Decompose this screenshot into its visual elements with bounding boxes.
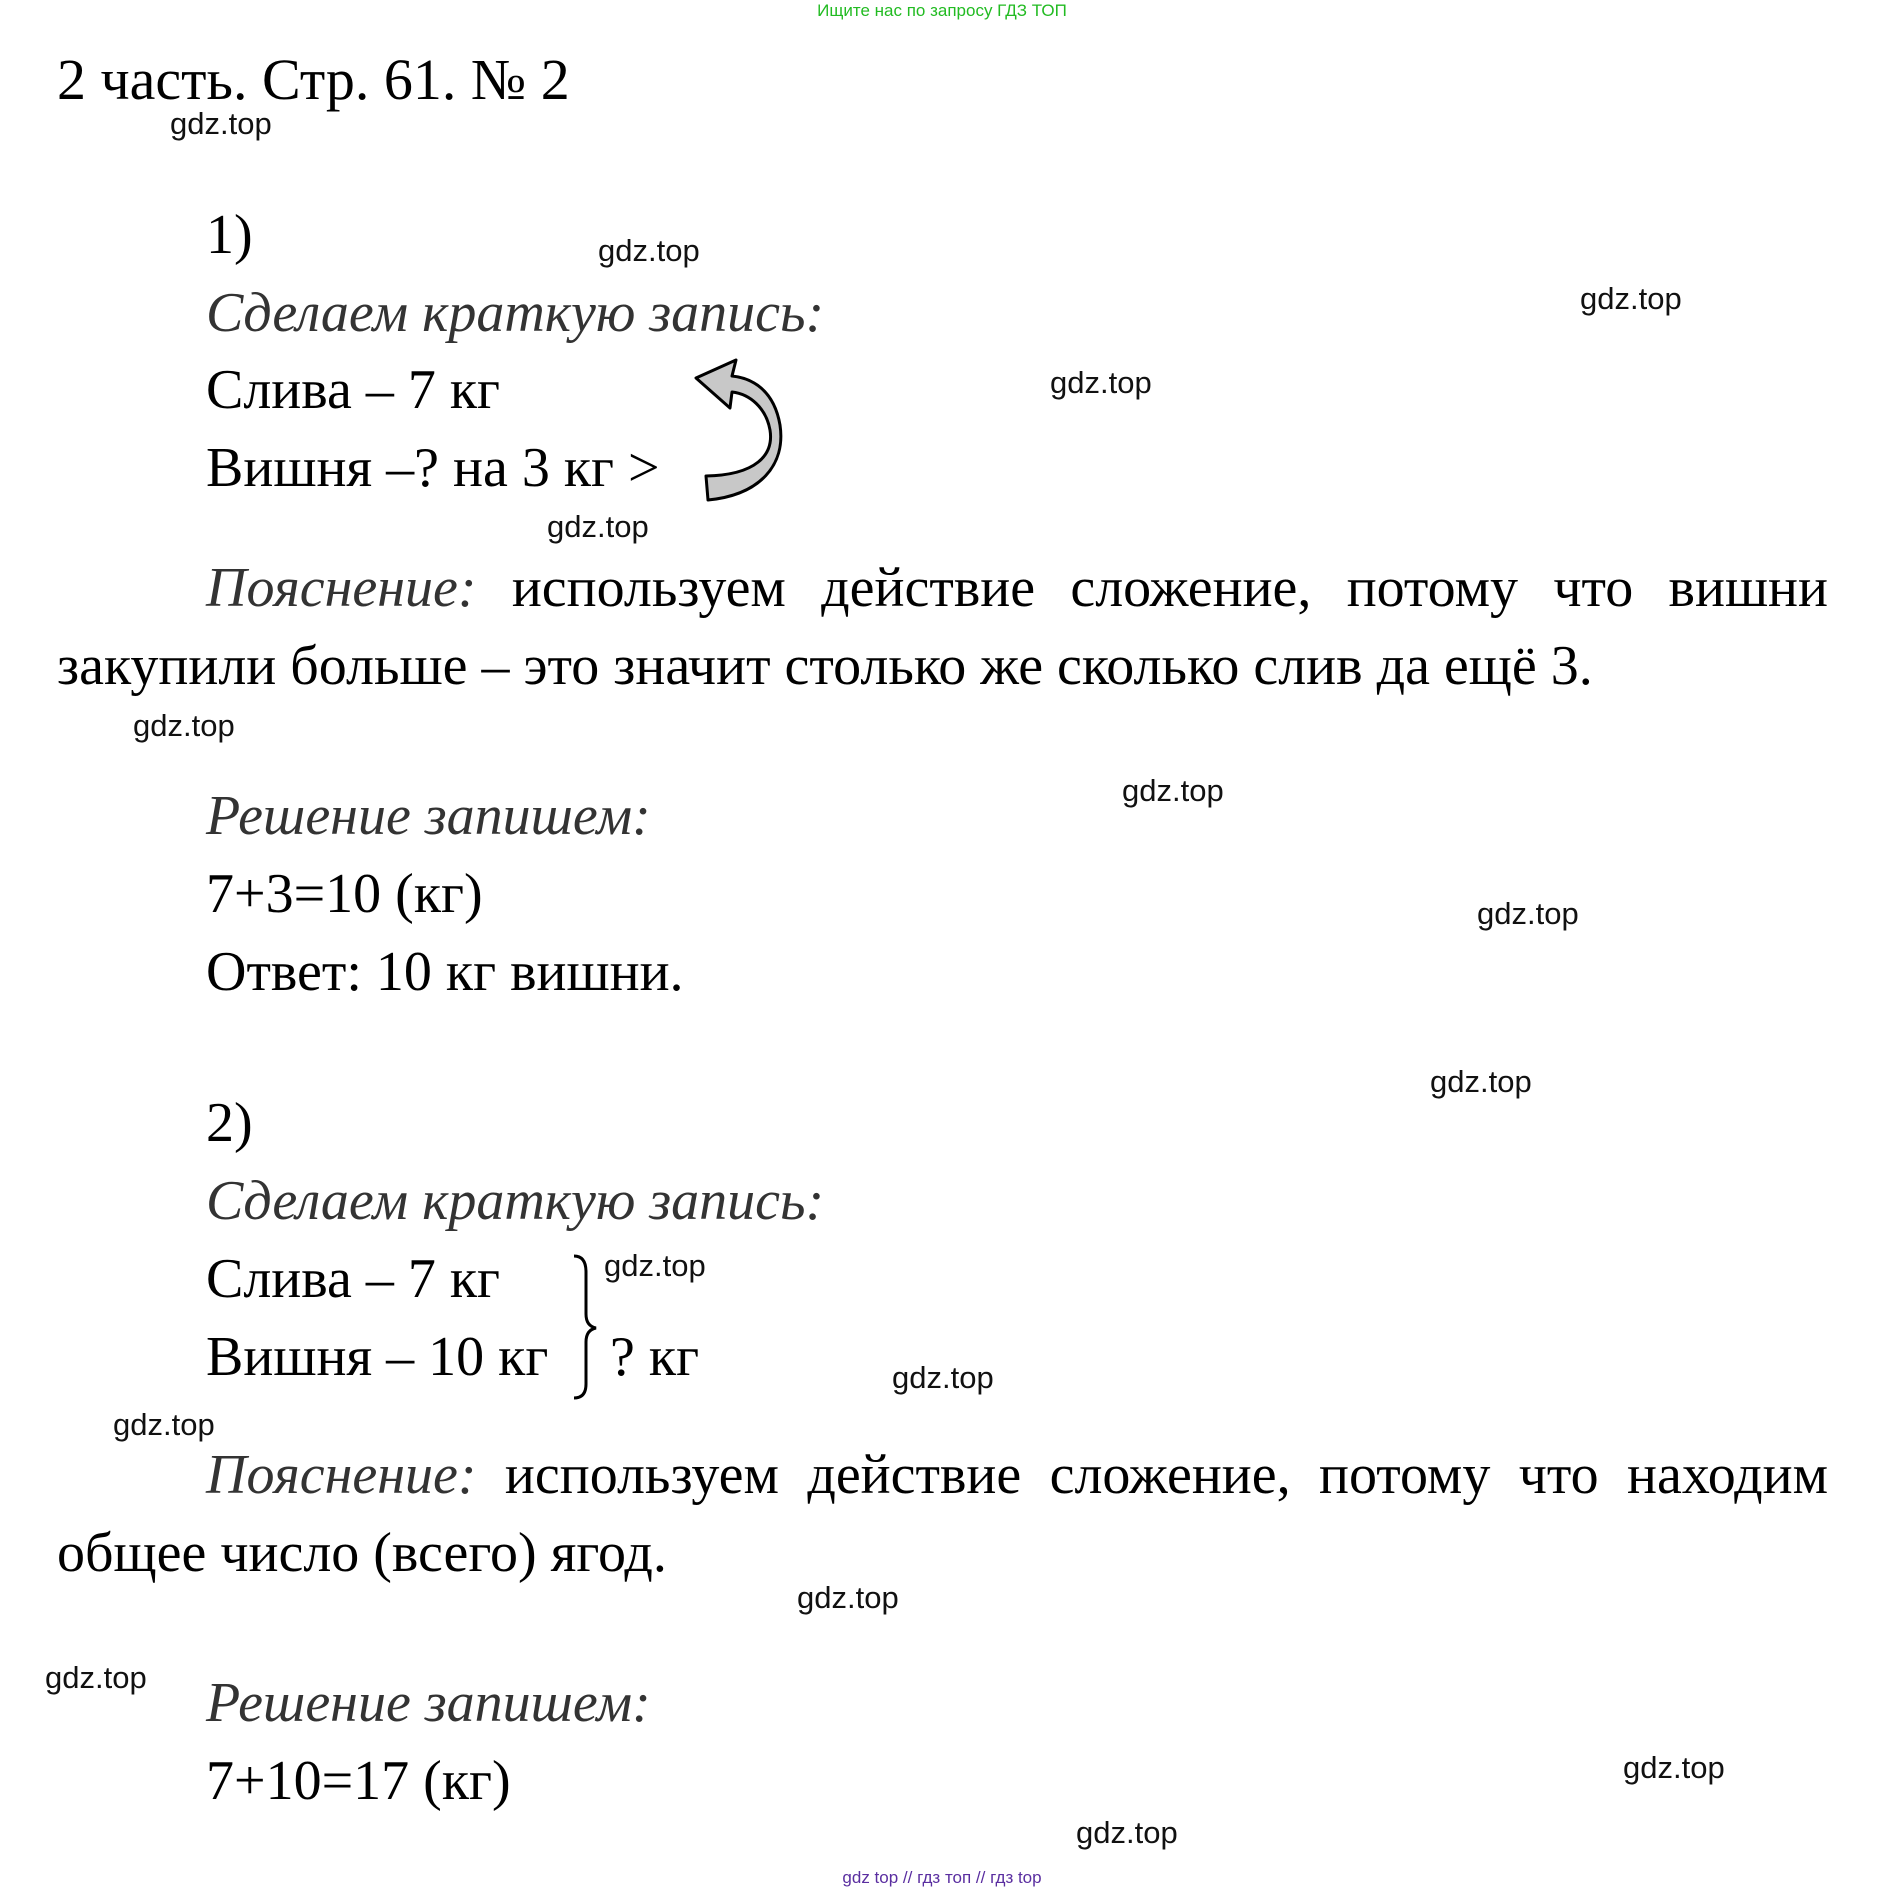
part1-answer: Ответ: 10 кг вишни. xyxy=(206,941,684,1003)
part2-brace-question: ? кг xyxy=(610,1326,700,1388)
watermark: gdz.top xyxy=(1076,1815,1178,1850)
part1-explanation-label: Пояснение: xyxy=(206,557,477,619)
part2-label: 2) xyxy=(206,1092,253,1154)
part1-label: 1) xyxy=(206,204,253,266)
part1-short-note-heading: Сделаем краткую запись: xyxy=(206,282,825,344)
watermark: gdz.top xyxy=(1122,773,1224,808)
part2-line-cherry: Вишня – 10 кг xyxy=(206,1326,549,1388)
bottom-watermark: gdz top // гдз топ // гдз top xyxy=(842,1868,1042,1887)
part1-explanation-line2: закупили больше – это значит столько же сколько слив да ещё 3. xyxy=(57,635,1593,697)
part1-explanation-line1 xyxy=(206,557,1828,619)
part2-equation: 7+10=17 (кг) xyxy=(206,1750,511,1812)
part2-line-plum: Слива – 7 кг xyxy=(206,1248,500,1310)
watermark: gdz.top xyxy=(1050,365,1152,400)
part2-short-note-heading: Сделаем краткую запись: xyxy=(206,1170,825,1232)
watermark: gdz.top xyxy=(170,106,272,141)
part2-explanation-line1 xyxy=(206,1444,1829,1506)
watermark: gdz.top xyxy=(1623,1750,1725,1785)
watermark: gdz.top xyxy=(598,233,700,268)
watermark: gdz.top xyxy=(1430,1064,1532,1099)
page-title: 2 часть. Стр. 61. № 2 xyxy=(57,47,570,112)
watermark: gdz.top xyxy=(113,1407,215,1442)
part1-line-cherry: Вишня –? на 3 кг > xyxy=(206,437,660,499)
watermark: gdz.top xyxy=(797,1580,899,1615)
watermark: gdz.top xyxy=(45,1660,147,1695)
part2-solution-heading: Решение запишем: xyxy=(206,1672,651,1734)
part2-explanation-text1: используем действие сложение, потому что находим xyxy=(504,1444,1829,1506)
watermark: gdz.top xyxy=(604,1248,706,1283)
top-banner: Ищите нас по запросу ГДЗ ТОП xyxy=(817,1,1067,20)
part1-solution-heading: Решение запишем: xyxy=(206,785,651,847)
part2-explanation-line2: общее число (всего) ягод. xyxy=(57,1522,667,1584)
part1-equation: 7+3=10 (кг) xyxy=(206,863,483,925)
watermark: gdz.top xyxy=(133,708,235,743)
part1-line-plum: Слива – 7 кг xyxy=(206,359,500,421)
part2-explanation-label: Пояснение: xyxy=(206,1444,477,1506)
part1-explanation-text1: используем действие сложение, потому что вишни xyxy=(511,557,1828,619)
curved-arrow-icon xyxy=(690,330,790,510)
watermark: gdz.top xyxy=(1580,281,1682,316)
watermark: gdz.top xyxy=(1477,896,1579,931)
right-brace-icon xyxy=(570,1252,600,1402)
watermark: gdz.top xyxy=(547,509,649,544)
watermark: gdz.top xyxy=(892,1360,994,1395)
